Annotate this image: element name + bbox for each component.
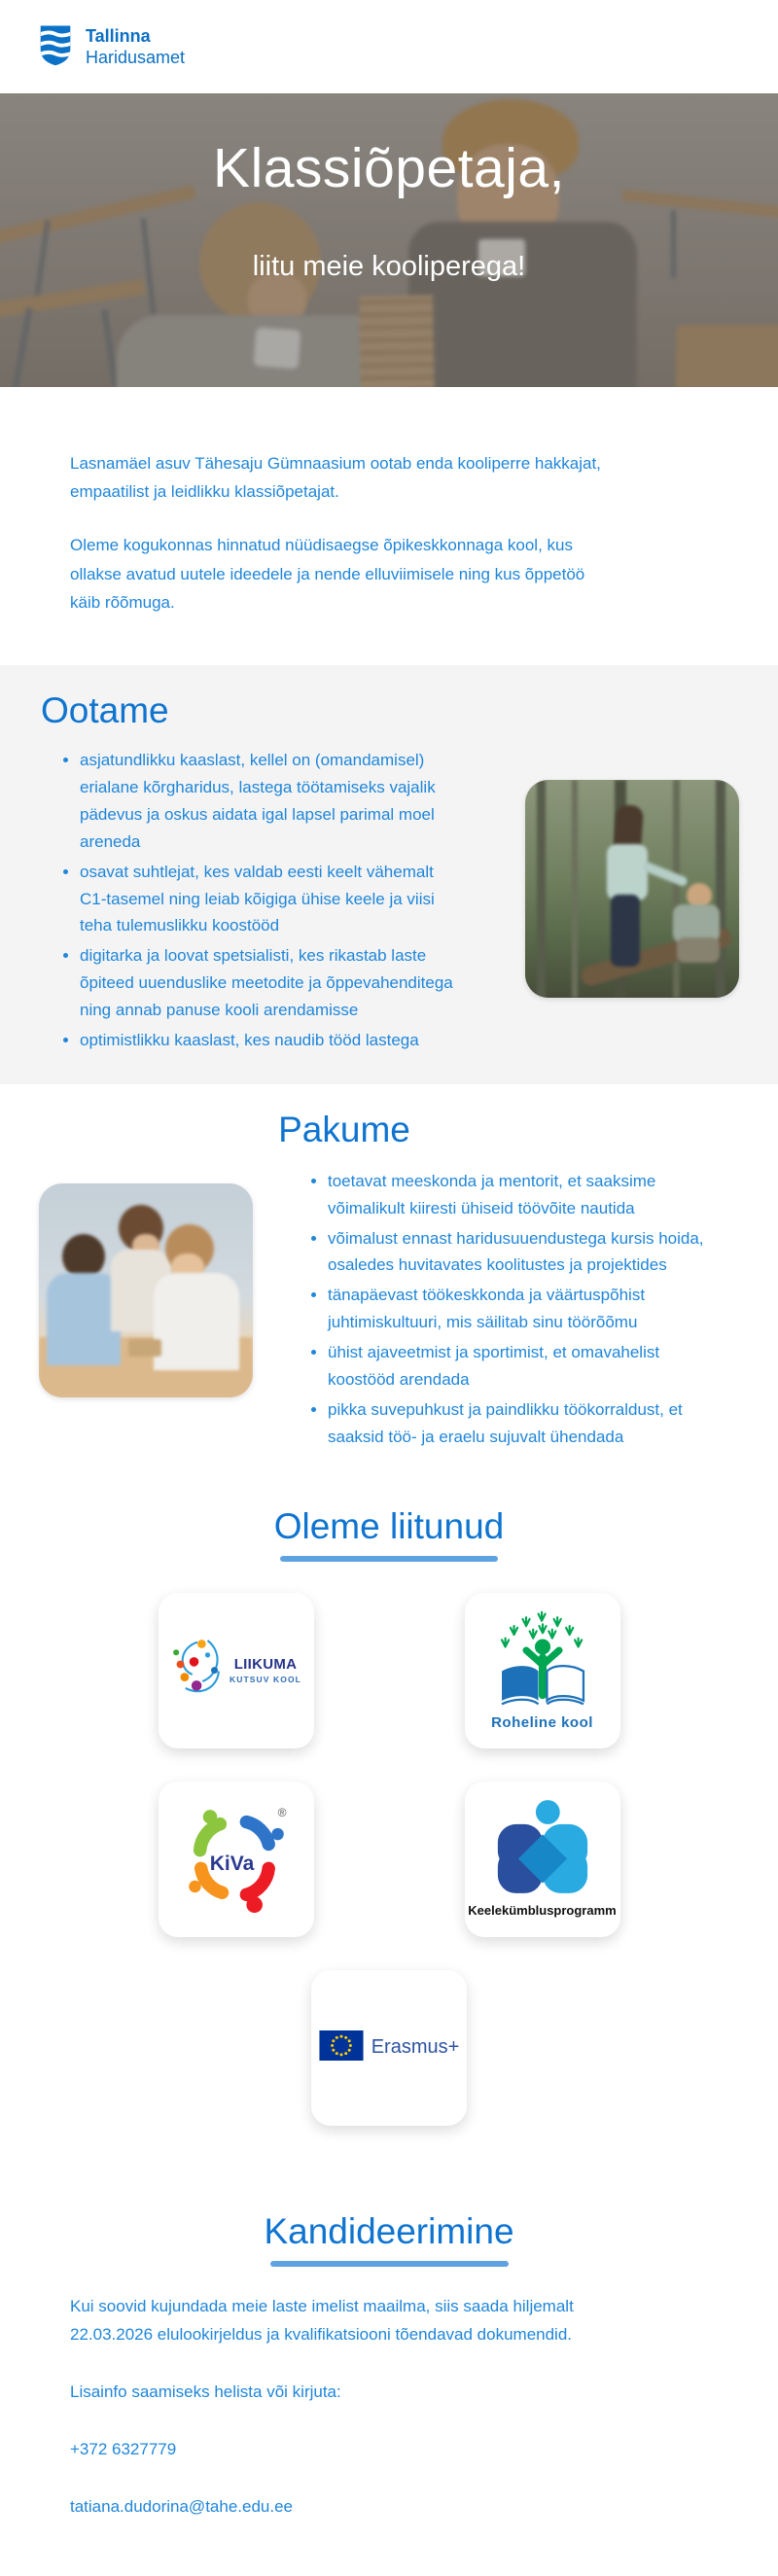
tree-trunk xyxy=(537,780,546,998)
liikuma-title: LIIKUMA xyxy=(233,1656,298,1674)
brand-logo[interactable] xyxy=(39,23,185,71)
keelekumblusprogramm-logo-icon xyxy=(489,1800,596,1898)
liikuma-subtitle: KUTSUV KOOL xyxy=(230,1675,301,1685)
ootame-section xyxy=(0,665,778,1084)
liikuma-logo-icon xyxy=(170,1634,225,1707)
keelekumblusprogramm-label: Keelekümblusprogramm xyxy=(468,1903,617,1919)
tree-trunk xyxy=(572,780,578,998)
hero-title: Klassiõpetaja, xyxy=(213,137,565,199)
brand-name: Tallinna xyxy=(86,25,151,46)
eu-flag-icon xyxy=(319,2030,364,2065)
intro-section xyxy=(0,387,778,665)
tree-trunk xyxy=(716,780,725,998)
list-item: • osavat suhtlejat, kes valdab eesti keelt vähemalt C1-tasemel ning leiab kõigiga ühise keele ja viisi teha tulemuslikku koostööd xyxy=(80,859,457,940)
apply-paragraph: Kui soovid kujundada meie laste imelist maailma, siis saada hiljemalt 22.03.2026 elulookirjeldus ja kvalifikatsiooni tõendavad dokumendid. xyxy=(70,2296,574,2344)
roheline-kool-label: Roheline kool xyxy=(491,1713,593,1731)
intro-paragraph-2: Oleme kogukonnas hinnatud nüüdisaegse õpikeskkonnaga kool, kus ollakse avatud uutele ideedele ja nende elluviimisele ning kus õppetöö käib rõõmuga. xyxy=(70,536,585,612)
erasmus-plus-label: Erasmus+ xyxy=(371,2036,460,2059)
tallinn-shield-icon xyxy=(39,23,72,71)
hero-subtitle: liitu meie kooliperega! xyxy=(252,251,526,282)
kiva-logo-icon xyxy=(186,1900,287,1917)
kiva-label: KiVa xyxy=(209,1852,255,1875)
roheline-kool-logo-icon xyxy=(494,1610,591,1712)
brand-sub: Haridusamet xyxy=(86,48,186,67)
partner-logo-grid xyxy=(0,1593,778,2126)
apply-contact-intro: Lisainfo saamiseks helista või kirjuta: xyxy=(70,2382,341,2402)
list-item: • tänapäevast töökeskkonda ja väärtuspõhist juhtimiskultuuri, mis säilitab sinu töörõõmu xyxy=(328,1282,705,1336)
ootame-heading: Ootame xyxy=(41,690,169,731)
intro-paragraph-1: Lasnamäel asuv Tähesaju Gümnaasium ootab enda kooliperre hakkajat, empaatilist ja leidlikku klassiõpetajat. xyxy=(70,454,601,502)
ootame-list xyxy=(58,747,457,1057)
logo-card-liikuma[interactable] xyxy=(159,1593,314,1748)
apply-section xyxy=(0,2211,778,2576)
logo-card-roheline-kool[interactable] xyxy=(465,1593,620,1748)
partners-underline xyxy=(280,1556,498,1562)
children-hugging-photo xyxy=(39,1183,253,1397)
pakume-list xyxy=(306,1168,705,1454)
list-item: • pikka suvepuhkust ja paindlikku töökorraldust, et saaksid töö- ja eraelu sujuvalt ühendada xyxy=(328,1396,705,1451)
list-item: • optimistlikku kaaslast, kes naudib tööd lastega xyxy=(80,1027,457,1054)
logo-card-erasmus-plus[interactable] xyxy=(311,1970,467,2126)
logo-card-kiva[interactable] xyxy=(159,1782,314,1937)
list-item: • võimalust ennast haridusuuendustega kursis hoida, osaledes huvitavates koolitustes ja projektides xyxy=(328,1225,705,1280)
pakume-section xyxy=(0,1110,778,1454)
partners-heading: Oleme liitunud xyxy=(273,1505,505,1546)
list-item: • asjatundlikku kaaslast, kellel on (omandamisel) erialane kõrgharidus, lastega töötamiseks vajalik pädevus ja oskus aidata igal lapsel parimal moel areneda xyxy=(80,747,457,856)
partners-section xyxy=(0,1506,778,2126)
phone-link[interactable]: +372 6327779 xyxy=(70,2440,177,2459)
list-item: • digitarka ja loovat spetsialisti, kes rikastab laste õpiteed uuenduslike meetodite ja õppevahenditega ning annab panuse kooli arendamisse xyxy=(80,942,457,1024)
logo-card-keelekumblusprogramm[interactable] xyxy=(465,1782,620,1937)
email-link[interactable]: tatiana.dudorina@tahe.edu.ee xyxy=(70,2497,293,2517)
apply-heading: Kandideerimine xyxy=(264,2210,514,2251)
boy-figure xyxy=(62,1234,105,1279)
wooden-blocks xyxy=(128,1339,161,1357)
tree-trunk xyxy=(673,780,680,998)
hero-image xyxy=(0,93,778,387)
pakume-heading: Pakume xyxy=(278,1109,410,1149)
list-item: • toetavat meeskonda ja mentorit, et saaksime võimalikult kiiresti ühiseid töövõite nautida xyxy=(328,1168,705,1222)
header xyxy=(0,0,778,93)
forest-children-photo xyxy=(525,780,739,998)
registered-mark: ® xyxy=(277,1805,287,1819)
list-item: • ühist ajaveetmist ja sportimist, et omavahelist koostööd arendada xyxy=(328,1339,705,1394)
